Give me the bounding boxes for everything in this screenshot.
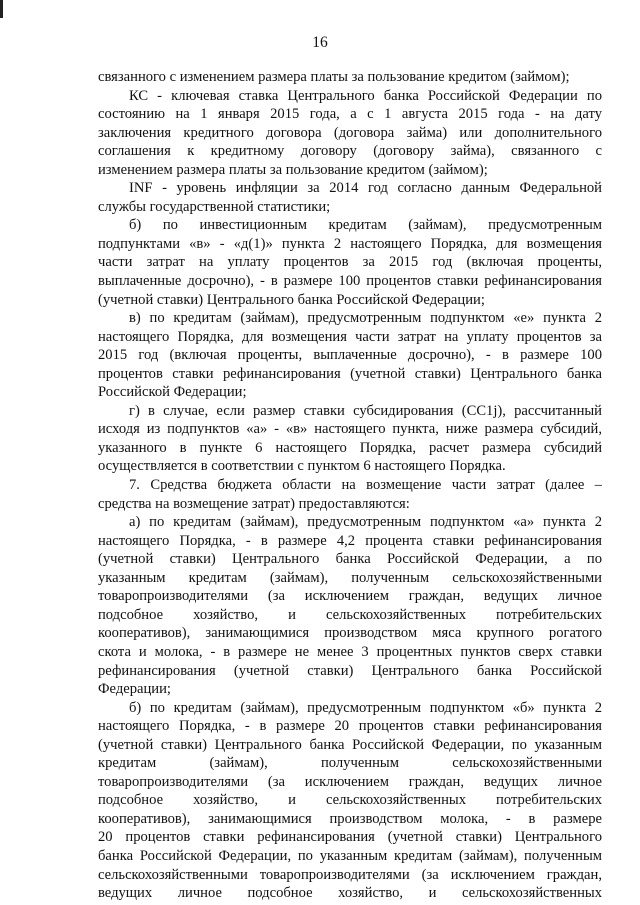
text-line: сельскохозяйственными товаропроизводителями (за исключением граждан, xyxy=(98,866,602,883)
text-line: 2015 год (включая проценты, выплаченные досрочно), - в размере 100 xyxy=(98,347,602,364)
text-line: подсобное хозяйство, и сельскохозяйственных потребительских xyxy=(98,792,602,809)
text-line: ведущих личное подсобное хозяйство, и сельскохозяйственных xyxy=(98,885,602,902)
page-number: 16 xyxy=(312,34,328,51)
text-line: подпунктами «в» - «д(1)» пункта 2 настоящего Порядка, для возмещения xyxy=(98,235,602,252)
text-line: указанного в пункте 6 настоящего Порядка, расчет размера субсидий xyxy=(98,439,602,456)
text-line: Российской Федерации; xyxy=(98,384,247,401)
text-line: настоящего Порядка, - в размере 20 процентов ставки рефинансирования xyxy=(98,718,602,735)
text-line: подсобное хозяйство, и сельскохозяйственных потребительских xyxy=(98,606,602,623)
text-line: (учетной ставки) Центрального банка Российской Федерации; xyxy=(98,291,485,308)
text-line: INF - уровень инфляции за 2014 год согласно данным Федеральной xyxy=(129,180,602,197)
text-line: указанным кредитам (займам), полученным сельскохозяйственными xyxy=(98,569,602,586)
text-line: б) по инвестиционным кредитам (займам), предусмотренным xyxy=(129,217,602,234)
text-line: в) по кредитам (займам), предусмотренным подпунктом «е» пункта 2 xyxy=(129,310,602,327)
page-edge-mark xyxy=(0,0,3,18)
text-line: г) в случае, если размер ставки субсидирования (CC1j), рассчитанный xyxy=(129,402,602,419)
text-line: б) по кредитам (займам), предусмотренным подпунктом «б» пункта 2 xyxy=(129,699,602,716)
text-line: товаропроизводителями (за исключением граждан, ведущих личное xyxy=(98,588,602,605)
text-line: кооперативов), занимающимися производством мяса крупного рогатого xyxy=(98,625,602,642)
text-line: а) по кредитам (займам), предусмотренным подпунктом «а» пункта 2 xyxy=(129,514,602,531)
text-line: рефинансирования (учетной ставки) Центрального банка Российской xyxy=(98,662,602,679)
document-body xyxy=(98,68,602,903)
text-line: настоящего Порядка, - в размере 4,2 процента ставки рефинансирования xyxy=(98,532,602,549)
text-line: кооперативов), занимающимися производством молока, - в размере xyxy=(98,810,602,827)
text-line: службы государственной статистики; xyxy=(98,198,331,215)
text-line: процентов ставки рефинансирования (учетной ставки) Центрального банка xyxy=(98,365,602,382)
text-line: товаропроизводителями (за исключением граждан, ведущих личное xyxy=(98,773,602,790)
text-line: кредитам (займам), полученным сельскохозяйственными xyxy=(98,755,602,772)
text-line: связанного с изменением размера платы за пользование кредитом (займом); xyxy=(98,69,570,85)
text-line: (учетной ставки) Центрального банка Российской Федерации, по указанным xyxy=(98,736,602,753)
text-line: 7. Средства бюджета области на возмещение части затрат (далее – xyxy=(129,477,602,494)
text-line: состоянию на 1 января 2015 года, а с 1 августа 2015 года - на дату xyxy=(98,106,602,123)
text-line: (учетной ставки) Центрального банка Российской Федерации, а по xyxy=(98,551,602,568)
text-line: КС - ключевая ставка Центрального банка Российской Федерации по xyxy=(129,87,602,104)
text-line: исходя из подпунктов «а» - «в» настоящего пункта, ниже размера субсидий, xyxy=(98,421,602,438)
text-line: части затрат на уплату процентов за 2015 год (включая проценты, xyxy=(98,254,602,271)
text-line: средства на возмещение затрат) предоставляются: xyxy=(98,495,410,512)
text-line: 20 процентов ставки рефинансирования (учетной ставки) Центрального xyxy=(98,829,602,846)
text-line: банка Российской Федерации, по указанным кредитам (займам), полученным xyxy=(98,847,602,864)
text-line: соглашения к кредитному договору (договору займа), связанного с xyxy=(98,143,602,160)
text-line: скота и молока, - в размере не менее 3 процентных пунктов сверх ставки xyxy=(98,643,602,660)
text-line: настоящего Порядка, для возмещения части затрат на уплату процентов за xyxy=(98,328,602,345)
text-line: осуществляется в соответствии с пунктом 6 настоящего Порядка. xyxy=(98,458,506,475)
text-line: Федерации; xyxy=(98,681,171,698)
text-line: заключения кредитного договора (договора займа) или дополнительного xyxy=(98,124,602,141)
text-line: выплаченные досрочно), - в размере 100 процентов ставки рефинансирования xyxy=(98,273,602,290)
text-line: изменением размера платы за пользование кредитом (займом); xyxy=(98,161,488,178)
